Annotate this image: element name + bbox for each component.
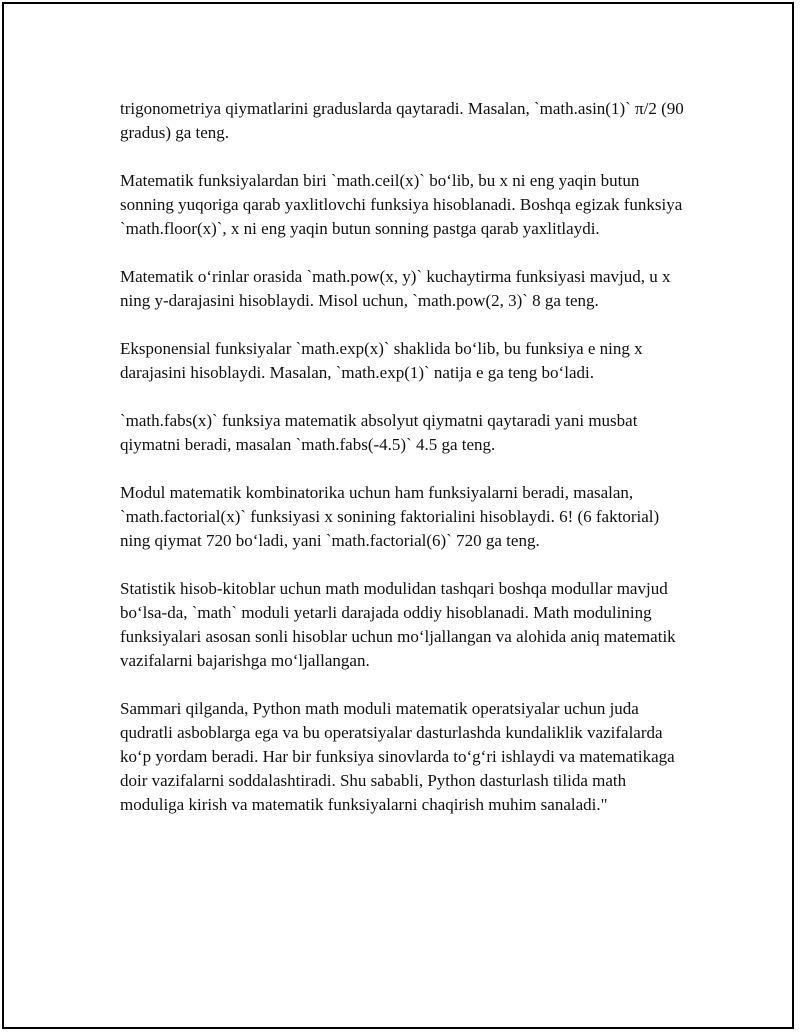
page-frame	[2, 2, 794, 1029]
paragraph-2: Matematik funksiyalardan biri `math.ceil(x)` bo‘lib, bu x ni eng yaqin butun sonning yuqoriga qarab yaxlitlovchi funksiya hisoblanadi. Boshqa egizak funksiya `math.floor(x)`, x ni eng yaqin butun sonning pastga qarab yaxlitlaydi.	[120, 171, 683, 238]
paragraph-4: Eksponensial funksiyalar `math.exp(x)` shaklida bo‘lib, bu funksiya e ning x darajasini hisoblaydi. Masalan, `math.exp(1)` natija e ga teng bo‘ladi.	[120, 339, 643, 382]
paragraph-6: Modul matematik kombinatorika uchun ham funksiyalarni beradi, masalan, `math.factorial(x)` funksiyasi x sonining faktorialini hisoblaydi. 6! (6 faktorial) ning qiymat 720 bo‘ladi, yani `math.factorial(6)` 720 ga teng.	[120, 483, 660, 550]
paragraph-8: Sammari qilganda, Python math moduli matematik operatsiyalar uchun juda qudratli asboblarga ega va bu operatsiyalar dasturlashda kundaliklik vazifalarda ko‘p yordam beradi. Har bir funksiya sinovlarda to‘g‘ri ishlaydi va matematikaga doir vazifalarni soddalashtiradi. Shu sababli, Python dasturlash tilida math moduliga kirish va matematik funksiyalarni chaqirish muhim sanaladi."	[120, 699, 675, 814]
paragraph-1: trigonometriya qiymatlarini graduslarda qaytaradi. Masalan, `math.asin(1)` π/2 (90 gradus) ga teng.	[120, 99, 684, 142]
document-body	[120, 97, 692, 841]
paragraph-7: Statistik hisob-kitoblar uchun math modulidan tashqari boshqa modullar mavjud bo‘lsa-da, `math` moduli yetarli darajada oddiy hisoblanadi. Math modulining funksiyalari asosan sonli hisoblar uchun mo‘ljallangan va alohida aniq matematik vazifalarni bajarishga mo‘ljallangan.	[120, 579, 676, 670]
paragraph-3: Matematik o‘rinlar orasida `math.pow(x, y)` kuchaytirma funksiyasi mavjud, u x ning y-darajasini hisoblaydi. Misol uchun, `math.pow(2, 3)` 8 ga teng.	[120, 267, 671, 310]
paragraph-5: `math.fabs(x)` funksiya matematik absolyut qiymatni qaytaradi yani musbat qiymatni beradi, masalan `math.fabs(-4.5)` 4.5 ga teng.	[120, 411, 638, 454]
